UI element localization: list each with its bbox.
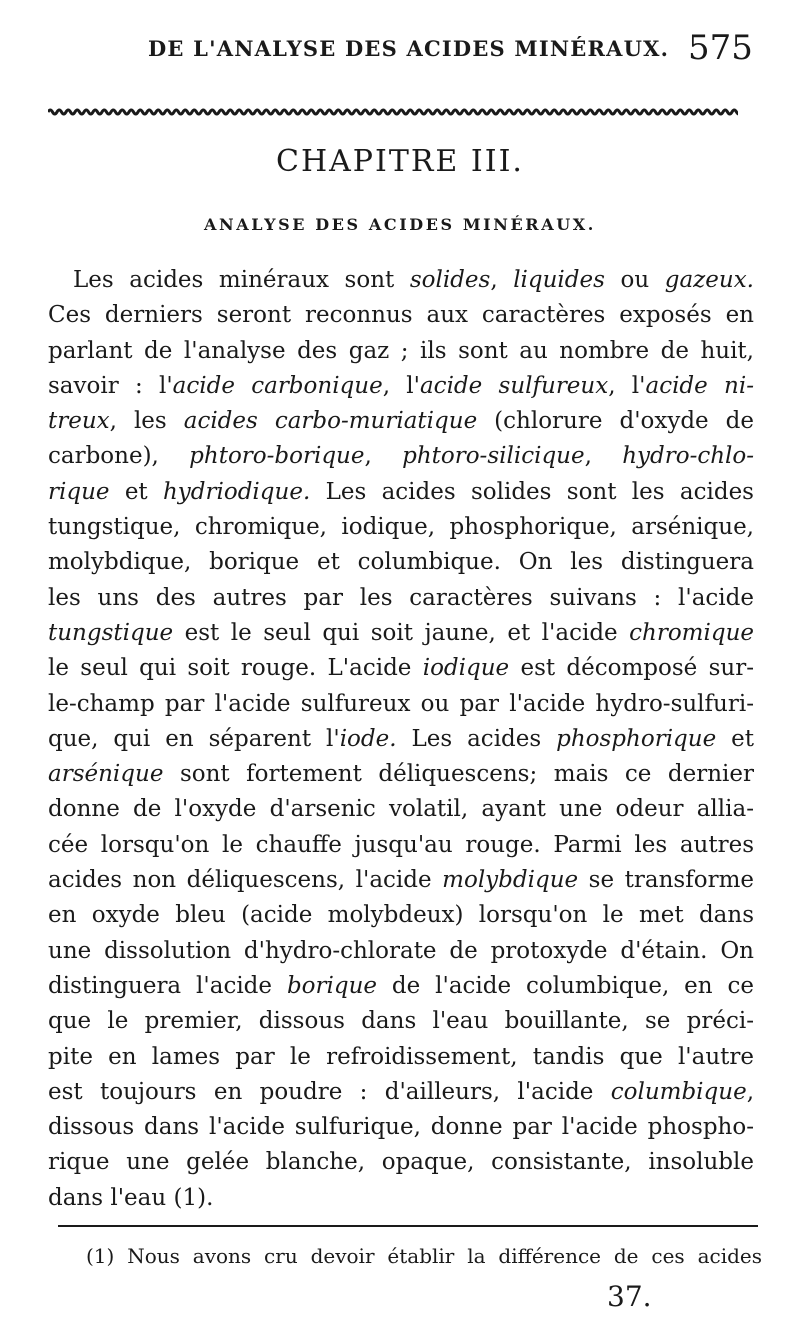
text-run: le seul qui soit rouge. L'acide — [48, 655, 423, 682]
ornamental-wavy-rule — [48, 104, 738, 120]
text-line — [48, 581, 754, 616]
text-line — [48, 934, 754, 969]
text-run: cée lorsqu'on le chauffe jusqu'au rouge. Parmi les autres — [48, 831, 754, 858]
text-run: molybdique, borique et columbique. On les distinguera — [48, 549, 754, 576]
italic-term: phosphorique — [556, 725, 717, 752]
text-line — [48, 1040, 754, 1075]
text-line — [48, 334, 754, 369]
text-run: en oxyde bleu (acide molybdeux) lorsqu'on le met dans — [48, 902, 754, 929]
text-run: Les acides minéraux sont — [73, 267, 410, 293]
section-title: ANALYSE DES ACIDES MINÉRAUX. — [204, 215, 596, 234]
text-run: le-champ par l'acide sulfureux ou par l'acide hydro-sulfuri- — [48, 690, 754, 717]
text-line — [48, 1004, 754, 1039]
text-line — [48, 545, 754, 580]
italic-term: solides — [409, 267, 491, 293]
text-run: , — [584, 443, 623, 470]
text-line — [48, 722, 754, 757]
text-run: est décomposé sur- — [509, 655, 754, 682]
italic-term: borique — [286, 972, 378, 999]
text-run: de l'acide columbique, en ce — [377, 972, 755, 999]
text-line — [48, 863, 754, 898]
text-run: acides non déliquescens, l'acide — [48, 867, 443, 894]
text-run: distinguera l'acide — [48, 972, 287, 999]
italic-term: treux — [48, 408, 110, 435]
italic-term: rique — [48, 478, 110, 505]
body-paragraph — [48, 263, 754, 1216]
text-run: Ces derniers seront reconnus aux caractères exposés en — [48, 302, 754, 329]
text-run: , — [490, 267, 514, 293]
text-line — [48, 898, 754, 933]
text-line — [48, 828, 754, 863]
italic-term: acide carbonique — [172, 372, 383, 399]
text-line — [48, 616, 754, 651]
italic-term: hydro-chlo- — [622, 443, 755, 470]
text-run: , l' — [608, 372, 646, 399]
text-run: que, qui en séparent l' — [48, 725, 340, 752]
text-line — [48, 510, 754, 545]
text-run: (chlorure d'oxyde de — [477, 408, 754, 435]
footnote: (1) Nous avons cru devoir établir la différence de ces acides — [86, 1244, 762, 1268]
text-run: et — [109, 478, 163, 505]
text-line — [48, 404, 754, 439]
text-run: tungstique, chromique, iodique, phosphorique, arsénique, — [48, 514, 754, 541]
text-run: savoir : l' — [48, 372, 173, 399]
text-run: pite en lames par le refroidissement, tandis que l'autre — [48, 1043, 754, 1070]
italic-term: columbique — [610, 1078, 747, 1105]
text-line — [48, 475, 754, 510]
text-run: ou — [604, 267, 665, 293]
text-line — [48, 1110, 754, 1145]
text-line — [48, 369, 754, 404]
text-run: , les — [109, 408, 184, 435]
text-run: Les acides — [396, 725, 557, 752]
text-run: , — [746, 1078, 754, 1105]
italic-term: hydriodique. — [162, 478, 311, 505]
text-line — [48, 792, 754, 827]
italic-term: liquides — [513, 267, 605, 293]
italic-term: acide sulfureux — [419, 372, 609, 399]
text-run: se transforme — [578, 867, 754, 894]
running-title: DE L'ANALYSE DES ACIDES MINÉRAUX. — [148, 36, 670, 61]
text-run: est toujours en poudre : d'ailleurs, l'acide — [48, 1078, 611, 1105]
text-line — [48, 298, 754, 333]
text-run: rique une gelée blanche, opaque, consistante, insoluble — [48, 1149, 754, 1176]
text-line — [48, 1145, 754, 1180]
italic-term: acides carbo-muriatique — [183, 408, 478, 435]
italic-term: chromique — [629, 619, 754, 646]
text-line — [48, 439, 754, 474]
text-run: carbone), — [48, 443, 190, 470]
text-line — [48, 1075, 754, 1110]
italic-term: gazeux. — [664, 267, 754, 293]
signature-mark: 37. — [607, 1280, 652, 1313]
italic-term: phtoro-silicique — [402, 443, 585, 470]
text-line — [48, 687, 754, 722]
text-run: et — [716, 725, 754, 752]
text-run: , — [364, 443, 403, 470]
text-run: , l' — [382, 372, 420, 399]
footnote-rule — [58, 1225, 758, 1227]
text-run: dans l'eau (1). — [48, 1184, 214, 1211]
text-run: est le seul qui soit jaune, et l'acide — [173, 619, 630, 646]
text-run: Les acides solides sont les acides — [310, 478, 754, 505]
italic-term: tungstique — [48, 619, 174, 646]
chapter-title: CHAPITRE III. — [276, 144, 524, 179]
text-run: donne de l'oxyde d'arsenic volatil, ayant une odeur allia- — [48, 796, 754, 823]
italic-term: iodique — [422, 655, 510, 682]
italic-term: arsénique — [48, 761, 164, 788]
text-run: que le premier, dissous dans l'eau bouillante, se préci- — [48, 1008, 754, 1035]
text-run: parlant de l'analyse des gaz ; ils sont au nombre de huit, — [48, 337, 754, 364]
text-run: dissous dans l'acide sulfurique, donne par l'acide phospho- — [48, 1114, 754, 1141]
page-number: 575 — [688, 28, 753, 68]
italic-term: molybdique — [442, 867, 579, 894]
italic-term: acide ni- — [645, 372, 754, 399]
text-line — [48, 651, 754, 686]
text-line — [48, 969, 754, 1004]
text-line — [48, 1181, 754, 1216]
text-run: sont fortement déliquescens; mais ce dernier — [163, 761, 754, 788]
text-line — [48, 263, 754, 298]
italic-term: phtoro-borique — [189, 443, 365, 470]
text-run: les uns des autres par les caractères suivans : l'acide — [48, 584, 754, 611]
text-line — [48, 757, 754, 792]
italic-term: iode. — [339, 725, 397, 752]
text-run: une dissolution d'hydro-chlorate de protoxyde d'étain. On — [48, 937, 754, 964]
